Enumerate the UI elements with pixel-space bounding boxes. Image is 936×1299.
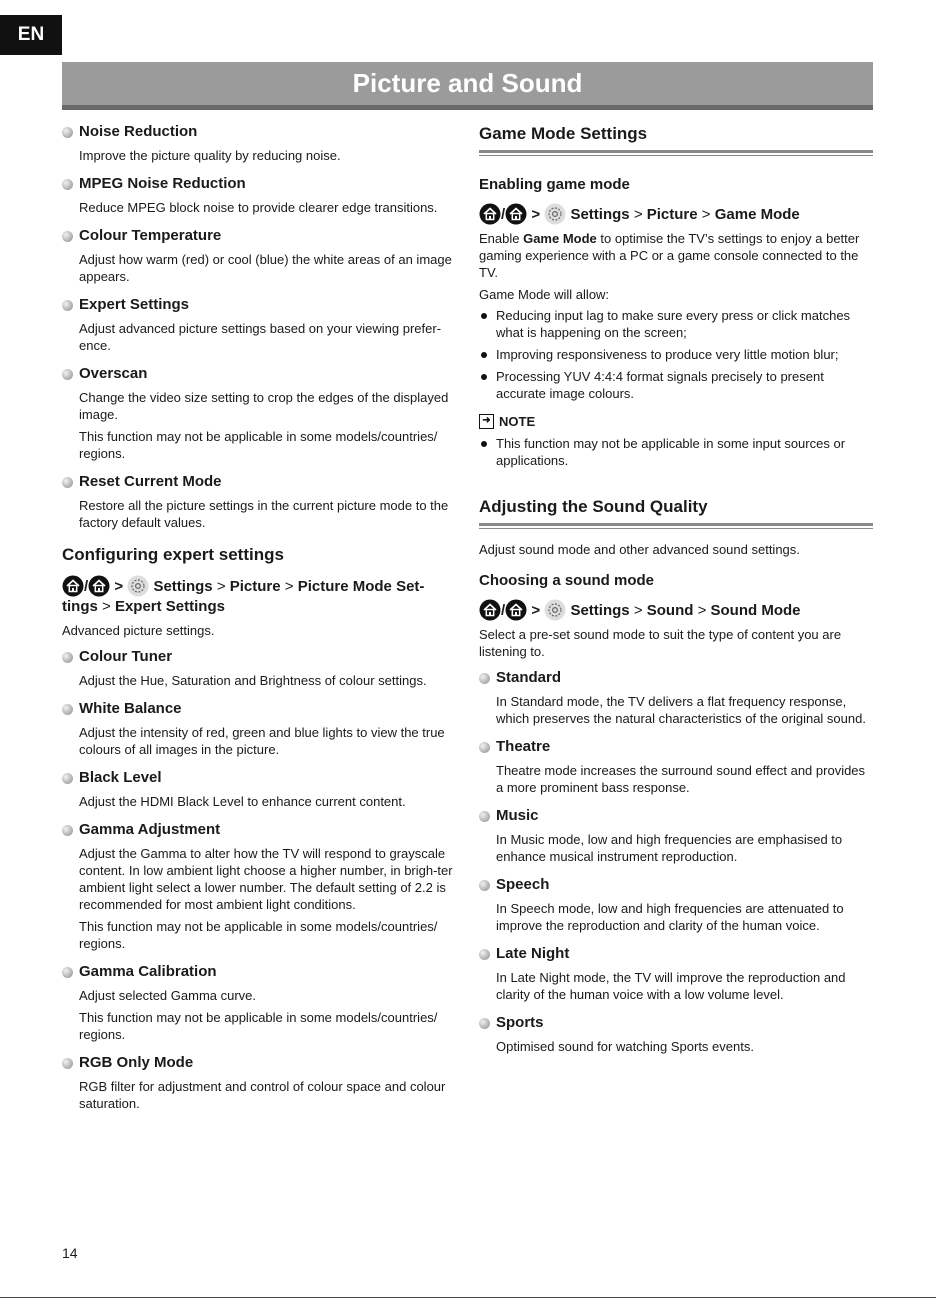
item-heading — [62, 295, 457, 315]
sound-mode-item — [479, 737, 873, 796]
item-description — [496, 1038, 873, 1055]
item-description — [79, 672, 457, 689]
item-title: Theatre — [496, 738, 551, 755]
item-description — [79, 147, 457, 164]
item-paragraph: Restore all the picture settings in the current picture mode to the factory default values. — [79, 498, 449, 530]
bullet-circle-icon — [479, 742, 490, 753]
bottom-rule — [0, 1297, 936, 1298]
item-heading — [62, 647, 457, 667]
item-paragraph: In Standard mode, the TV delivers a flat frequency response, which preserves the natural characteristics of the original sound. — [496, 694, 866, 726]
bullet-circle-icon — [62, 704, 73, 715]
expert-setting-item — [62, 820, 457, 952]
item-paragraph: In Speech mode, low and high frequencies are attenuated to improve the reproduction and clarity of the human voice. — [496, 901, 844, 933]
path-settings: Settings — [153, 578, 213, 595]
item-heading — [62, 1053, 457, 1073]
sound-intro: Adjust sound mode and other advanced sound settings. — [479, 542, 800, 557]
sound-select: Select a pre-set sound mode to suit the type of content you are listening to. — [479, 627, 842, 659]
item-description — [496, 762, 873, 796]
picture-setting-item — [62, 174, 457, 216]
item-heading — [479, 668, 873, 688]
page-number: 14 — [62, 1245, 78, 1261]
item-description — [79, 845, 457, 952]
item-paragraph: Theatre mode increases the surround sound effect and provides a more prominent bass response. — [496, 763, 866, 795]
item-paragraph: This function may not be applicable in some models/countries/ regions. — [79, 1010, 438, 1042]
note-icon: ➜ — [479, 414, 494, 429]
item-title: Speech — [496, 876, 550, 893]
expert-setting-item — [62, 768, 457, 810]
note-text: NOTE — [499, 414, 536, 429]
item-paragraph: Adjust the intensity of red, green and blue lights to view the true colours of all images in the picture. — [79, 725, 445, 757]
item-title: Black Level — [79, 769, 162, 786]
path-separator: / — [501, 602, 506, 619]
bullet-circle-icon — [62, 1058, 73, 1069]
expert-settings-list — [62, 647, 457, 1112]
list-item: Processing YUV 4:4:4 format signals precisely to present accurate image colours. — [479, 368, 873, 402]
item-heading — [479, 806, 873, 826]
item-heading — [479, 1013, 873, 1033]
item-paragraph: RGB filter for adjustment and control of colour space and colour saturation. — [79, 1079, 446, 1111]
sound-menu-path — [479, 599, 873, 621]
enable-game-heading: Enabling game mode — [479, 176, 630, 193]
item-title: Standard — [496, 669, 562, 686]
bullet-circle-icon — [62, 825, 73, 836]
path-separator: > — [114, 578, 124, 595]
page-title: Picture and Sound — [62, 62, 873, 105]
item-heading — [62, 768, 457, 788]
gear-icon — [544, 599, 566, 621]
note-label — [479, 414, 873, 429]
sound-mode-item — [479, 875, 873, 934]
bullet-circle-icon — [479, 1018, 490, 1029]
path-separator: > — [216, 578, 226, 595]
config-intro: Advanced picture settings. — [62, 623, 215, 638]
bullet-circle-icon — [62, 179, 73, 190]
item-paragraph: This function may not be applicable in some models/countries/ regions. — [79, 919, 438, 951]
item-heading — [479, 944, 873, 964]
item-description — [496, 693, 873, 727]
game-allow: Game Mode will allow: — [479, 287, 610, 302]
item-paragraph: Improve the picture quality by reducing noise. — [79, 148, 341, 163]
note-list — [479, 435, 873, 469]
sound-mode-list — [479, 668, 873, 1055]
home-icon — [88, 575, 110, 597]
item-heading — [62, 962, 457, 982]
path-separator: > — [531, 206, 541, 223]
expert-setting-item — [62, 962, 457, 1043]
list-item: Reducing input lag to make sure every press or click matches what is happening on the screen; — [479, 307, 873, 341]
language-tab: EN — [0, 15, 62, 55]
bullet-circle-icon — [62, 967, 73, 978]
path-separator: > — [531, 602, 541, 619]
bullet-circle-icon — [479, 949, 490, 960]
item-title: Colour Tuner — [79, 648, 173, 665]
item-paragraph: Reduce MPEG block noise to provide clearer edge transitions. — [79, 200, 438, 215]
item-paragraph: Adjust how warm (red) or cool (blue) the white areas of an image appears. — [79, 252, 452, 284]
path-separator: > — [633, 602, 643, 619]
item-title: Overscan — [79, 365, 148, 382]
item-heading — [62, 364, 457, 384]
bullet-circle-icon — [62, 369, 73, 380]
item-paragraph: Adjust the HDMI Black Level to enhance current content. — [79, 794, 406, 809]
item-description — [79, 724, 457, 758]
path-settings: Settings — [570, 602, 630, 619]
item-description — [79, 1078, 457, 1112]
item-paragraph: This function may not be applicable in some models/countries/ regions. — [79, 429, 438, 461]
item-paragraph: Optimised sound for watching Sports events. — [496, 1039, 754, 1054]
item-title: Colour Temperature — [79, 227, 222, 244]
path-sound-mode: Sound Mode — [710, 602, 801, 619]
expert-setting-item — [62, 699, 457, 758]
item-description — [496, 831, 873, 865]
bullet-circle-icon — [62, 300, 73, 311]
item-paragraph: Adjust selected Gamma curve. — [79, 988, 257, 1003]
bullet-circle-icon — [62, 477, 73, 488]
item-heading — [62, 122, 457, 142]
path-separator: / — [84, 578, 89, 595]
path-separator: > — [284, 578, 294, 595]
config-heading: Configuring expert settings — [62, 545, 284, 564]
picture-setting-item — [62, 226, 457, 285]
item-description — [79, 320, 457, 354]
item-title: Gamma Calibration — [79, 963, 217, 980]
path-separator: > — [102, 598, 111, 615]
home-icon — [505, 203, 527, 225]
picture-setting-item — [62, 472, 457, 531]
item-heading — [62, 820, 457, 840]
expert-setting-item — [62, 1053, 457, 1112]
item-description — [79, 793, 457, 810]
game-intro-post: to optimise the TV’s settings to enjoy a better gaming experience with a PC or a game console connected to the TV. — [479, 231, 860, 280]
sound-mode-item — [479, 668, 873, 727]
path-settings: Settings — [570, 206, 630, 223]
picture-setting-item — [62, 295, 457, 354]
item-title: Late Night — [496, 945, 570, 962]
item-paragraph: In Music mode, low and high frequencies are emphasised to enhance musical instrument reproduction. — [496, 832, 843, 864]
path-separator: > — [701, 206, 711, 223]
path-picture: Picture — [646, 206, 698, 223]
item-title: RGB Only Mode — [79, 1054, 194, 1071]
item-description — [496, 900, 873, 934]
item-paragraph: Adjust the Gamma to alter how the TV will respond to grayscale content. In low ambient light choose a higher number, in brigh-ter ambient light select a lower number. The default setting of 2.2 is recommended for most ambient light conditions. — [79, 846, 453, 912]
sound-mode-item — [479, 806, 873, 865]
item-description — [79, 199, 457, 216]
item-heading — [479, 875, 873, 895]
path-game-mode: Game Mode — [714, 206, 800, 223]
sound-mode-item — [479, 1013, 873, 1055]
item-title: Reset Current Mode — [79, 473, 222, 490]
item-title: MPEG Noise Reduction — [79, 175, 246, 192]
picture-settings-list — [62, 122, 457, 531]
item-title: Noise Reduction — [79, 123, 198, 140]
item-heading — [62, 174, 457, 194]
home-icon — [479, 599, 501, 621]
path-expert-settings: Expert Settings — [114, 598, 225, 615]
bullet-circle-icon — [62, 652, 73, 663]
path-separator: > — [633, 206, 643, 223]
bullet-circle-icon — [479, 880, 490, 891]
item-title: White Balance — [79, 700, 182, 717]
path-sound: Sound — [646, 602, 694, 619]
home-icon — [62, 575, 84, 597]
item-description — [79, 497, 457, 531]
home-icon — [505, 599, 527, 621]
item-heading — [62, 226, 457, 246]
sound-quality-heading: Adjusting the Sound Quality — [479, 497, 708, 516]
path-picture-mode: Picture Mode Set-tings — [62, 578, 425, 615]
path-separator: > — [697, 602, 707, 619]
bullet-circle-icon — [62, 127, 73, 138]
choose-sound-heading: Choosing a sound mode — [479, 572, 654, 589]
picture-setting-item — [62, 364, 457, 462]
picture-setting-item — [62, 122, 457, 164]
item-title: Expert Settings — [79, 296, 190, 313]
path-picture: Picture — [229, 578, 281, 595]
item-heading — [479, 737, 873, 757]
item-description — [79, 389, 457, 462]
heading-rule — [479, 523, 873, 529]
item-description — [79, 251, 457, 285]
game-intro-pre: Enable — [479, 231, 524, 246]
sound-mode-item — [479, 944, 873, 1003]
game-intro-bold: Game Mode — [523, 231, 597, 246]
game-mode-heading: Game Mode Settings — [479, 124, 648, 143]
heading-rule — [479, 150, 873, 156]
banner-underline — [62, 105, 873, 110]
game-menu-path — [479, 203, 873, 225]
item-paragraph: Adjust advanced picture settings based on your viewing prefer-ence. — [79, 321, 442, 353]
item-description — [79, 987, 457, 1043]
item-paragraph: Adjust the Hue, Saturation and Brightness of colour settings. — [79, 673, 427, 688]
item-title: Sports — [496, 1014, 544, 1031]
list-item: This function may not be applicable in some input sources or applications. — [479, 435, 873, 469]
item-paragraph: Change the video size setting to crop the edges of the displayed image. — [79, 390, 449, 422]
expert-setting-item — [62, 647, 457, 689]
right-column — [479, 122, 873, 1065]
item-title: Gamma Adjustment — [79, 821, 221, 838]
path-separator: / — [501, 206, 506, 223]
item-paragraph: In Late Night mode, the TV will improve the reproduction and clarity of the human voice with a low volume level. — [496, 970, 846, 1002]
game-benefits-list — [479, 307, 873, 402]
bullet-circle-icon — [62, 773, 73, 784]
item-heading — [62, 472, 457, 492]
game-intro — [479, 230, 873, 281]
bullet-circle-icon — [479, 811, 490, 822]
left-column — [62, 122, 457, 1122]
gear-icon — [544, 203, 566, 225]
bullet-circle-icon — [479, 673, 490, 684]
home-icon — [479, 203, 501, 225]
item-description — [496, 969, 873, 1003]
item-heading — [62, 699, 457, 719]
item-title: Music — [496, 807, 539, 824]
config-menu-path — [62, 575, 457, 617]
gear-icon — [127, 575, 149, 597]
bullet-circle-icon — [62, 231, 73, 242]
list-item: Improving responsiveness to produce very little motion blur; — [479, 346, 873, 363]
